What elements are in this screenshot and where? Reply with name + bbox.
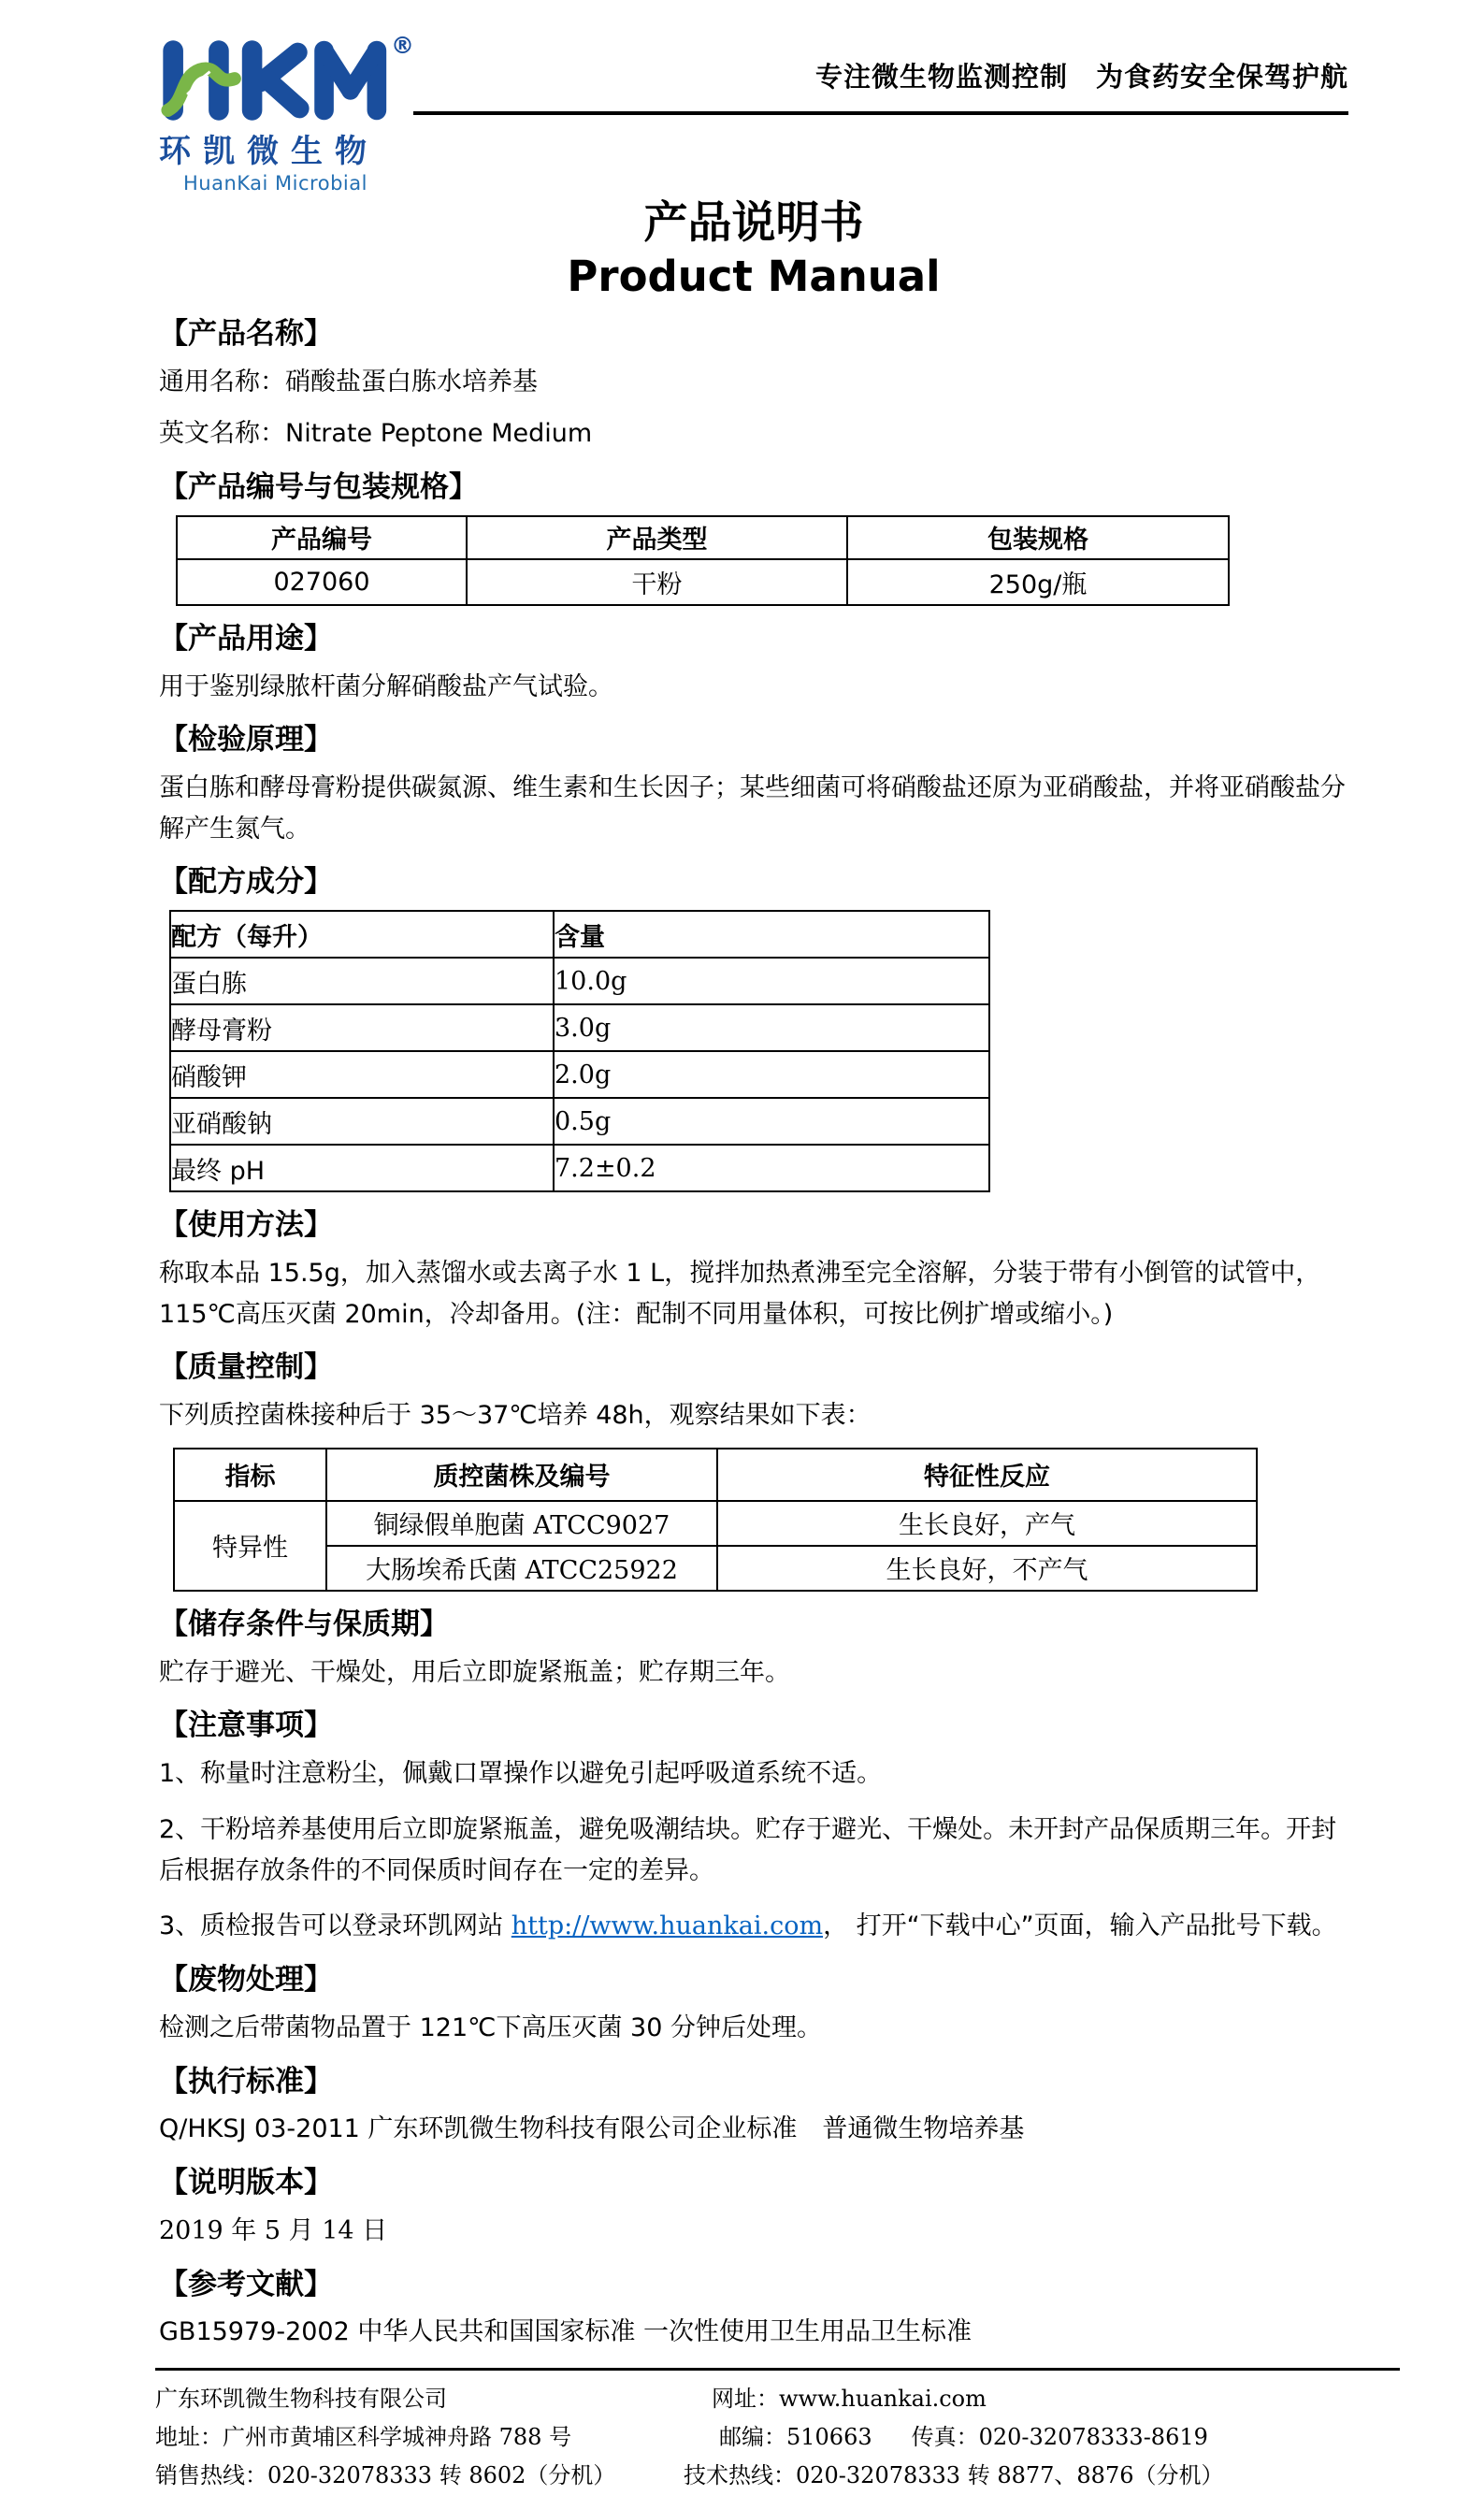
formula-row [170, 1098, 989, 1145]
ingredient-name: 亚硝酸钠 [170, 1098, 554, 1145]
formula-header-row [170, 911, 989, 958]
registered-trademark-icon: ® [391, 32, 414, 59]
footer-row [155, 2457, 1400, 2495]
logo-chinese-name: 环凯微生物 [159, 133, 379, 170]
qc-col-reaction: 特征性反应 [717, 1449, 1257, 1501]
method-text: 称取本品 15.5g，加入蒸馏水或去离子水 1 L，搅拌加热煮沸至完全溶解，分装于带有小倒管的试管中，115℃高压灭菌 20min，冷却备用。(注：配制不同用量体积，可按比例扩增或缩小。) [159, 1258, 1321, 1329]
qc-row [174, 1546, 1257, 1591]
section-heading-principle: 【检验原理】 [159, 723, 333, 757]
formula-col-ingredient: 配方（每升） [170, 911, 554, 958]
notes-section [159, 1708, 1348, 1947]
qc-header-row [174, 1449, 1257, 1501]
spec-table-row [177, 559, 1229, 605]
ingredient-amount: 7.2±0.2 [554, 1145, 989, 1191]
ingredient-name: 蛋白胨 [170, 958, 554, 1004]
note-item-3 [159, 1906, 1348, 1947]
spec-table [176, 515, 1230, 606]
footer-tech-hotline: 技术热线：020-32078333 转 8877、8876（分机） [684, 2462, 1224, 2489]
version-text: 2019 年 5 月 14 日 [159, 2215, 388, 2245]
qc-row [174, 1501, 1257, 1546]
page-header [159, 24, 1348, 195]
formula-row [170, 1145, 989, 1191]
note-item-3-prefix: 3、质检报告可以登录环凯网站 [159, 1911, 511, 1941]
generic-name-line: 通用名称：硝酸盐蛋白胨水培养基 [159, 367, 538, 397]
qc-indicator-value: 特异性 [174, 1501, 326, 1591]
spec-code-value: 027060 [177, 559, 467, 605]
section-heading-references: 【参考文献】 [159, 2267, 333, 2301]
qc-strain-value: 铜绿假单胞菌 ATCC9027 [326, 1501, 717, 1546]
principle-text: 蛋白胨和酵母膏粉提供碳氮源、维生素和生长因子；某些细菌可将硝酸盐还原为亚硝酸盐，并将亚硝酸盐分解产生氮气。 [159, 773, 1346, 844]
ingredient-amount: 10.0g [554, 958, 989, 1004]
footer-sales-hotline: 销售热线：020-32078333 转 8602（分机） [155, 2462, 616, 2489]
spec-col-pack: 包装规格 [847, 516, 1229, 559]
footer-postal: 邮编：510663 [719, 2424, 872, 2451]
purpose-text: 用于鉴别绿脓杆菌分解硝酸盐产气试验。 [159, 671, 613, 701]
ingredient-amount: 2.0g [554, 1051, 989, 1098]
formula-col-amount: 含量 [554, 911, 989, 958]
section-heading-standard: 【执行标准】 [159, 2064, 333, 2098]
qc-col-indicator: 指标 [174, 1449, 326, 1501]
company-logo [159, 24, 413, 195]
section-heading-qc: 【质量控制】 [159, 1350, 333, 1385]
ingredient-name: 最终 pH [170, 1145, 554, 1191]
qc-intro: 下列质控菌株接种后于 35～37℃培养 48h，观察结果如下表： [159, 1401, 872, 1431]
waste-text: 检测之后带菌物品置于 121℃下高压灭菌 30 分钟后处理。 [159, 2012, 822, 2042]
title-chinese: 产品说明书 [643, 197, 864, 249]
standard-text: Q/HKSJ 03-2011 广东环凯微生物科技有限公司企业标准 普通微生物培养基 [159, 2114, 1025, 2144]
footer-fax: 传真：020-32078333-8619 [911, 2424, 1208, 2451]
footer-website: 网址：www.huankai.com [712, 2386, 987, 2413]
ingredient-name: 酵母膏粉 [170, 1004, 554, 1051]
note-item-3-suffix: ， 打开“下载中心”页面，输入产品批号下载。 [823, 1911, 1337, 1941]
footer-postal-fax [719, 2418, 1400, 2457]
hkm-logo-icon [161, 39, 389, 122]
section-heading-product-name: 【产品名称】 [159, 316, 333, 351]
section-heading-method: 【使用方法】 [159, 1208, 333, 1243]
section-heading-code-spec: 【产品编号与包装规格】 [159, 470, 478, 505]
ingredient-amount: 0.5g [554, 1098, 989, 1145]
footer-company: 广东环凯微生物科技有限公司 [155, 2386, 447, 2413]
section-heading-notes: 【注意事项】 [159, 1709, 333, 1743]
qc-strain-value: 大肠埃希氏菌 ATCC25922 [326, 1546, 717, 1591]
qc-reaction-value: 生长良好，不产气 [717, 1546, 1257, 1591]
formula-row [170, 1051, 989, 1098]
english-name-line: 英文名称：Nitrate Peptone Medium [159, 419, 593, 449]
ingredient-amount: 3.0g [554, 1004, 989, 1051]
qc-reaction-value: 生长良好，产气 [717, 1501, 1257, 1546]
qc-col-strain: 质控菌株及编号 [326, 1449, 717, 1501]
document-title [159, 198, 1348, 301]
section-heading-purpose: 【产品用途】 [159, 621, 333, 656]
section-heading-storage: 【储存条件与保质期】 [159, 1607, 449, 1641]
section-heading-formula: 【配方成分】 [159, 865, 333, 900]
spec-pack-value: 250g/瓶 [847, 559, 1229, 605]
note-item-2: 2、干粉培养基使用后立即旋紧瓶盖，避免吸潮结块。贮存于避光、干燥处。未开封产品保质期三年。开封后根据存放条件的不同保质时间存在一定的差异。 [159, 1814, 1337, 1885]
spec-col-code: 产品编号 [177, 516, 467, 559]
spec-table-header-row [177, 516, 1229, 559]
formula-table [169, 910, 990, 1192]
title-english: Product Manual [567, 252, 941, 302]
huankai-website-link[interactable]: http://www.huankai.com [511, 1911, 824, 1941]
note-item-1: 1、称量时注意粉尘，佩戴口罩操作以避免引起呼吸道系统不适。 [159, 1759, 883, 1789]
section-heading-waste: 【废物处理】 [159, 1963, 333, 1997]
section-heading-version: 【说明版本】 [159, 2166, 333, 2200]
footer-row [155, 2418, 1400, 2457]
logo-english-name: HuanKai Microbial [183, 172, 367, 195]
qc-table [173, 1448, 1258, 1592]
footer-row [155, 2380, 1400, 2418]
spec-type-value: 干粉 [467, 559, 847, 605]
page-footer [155, 2368, 1400, 2495]
formula-row [170, 1004, 989, 1051]
formula-row [170, 958, 989, 1004]
footer-address: 地址：广州市黄埔区科学城神舟路 788 号 [155, 2424, 572, 2451]
ingredient-name: 硝酸钾 [170, 1051, 554, 1098]
spec-col-type: 产品类型 [467, 516, 847, 559]
header-tagline: 专注微生物监测控制 为食药安全保驾护航 [413, 56, 1348, 115]
references-text: GB15979-2002 中华人民共和国国家标准 一次性使用卫生用品卫生标准 [159, 2317, 972, 2347]
storage-text: 贮存于避光、干燥处，用后立即旋紧瓶盖；贮存期三年。 [159, 1657, 790, 1687]
